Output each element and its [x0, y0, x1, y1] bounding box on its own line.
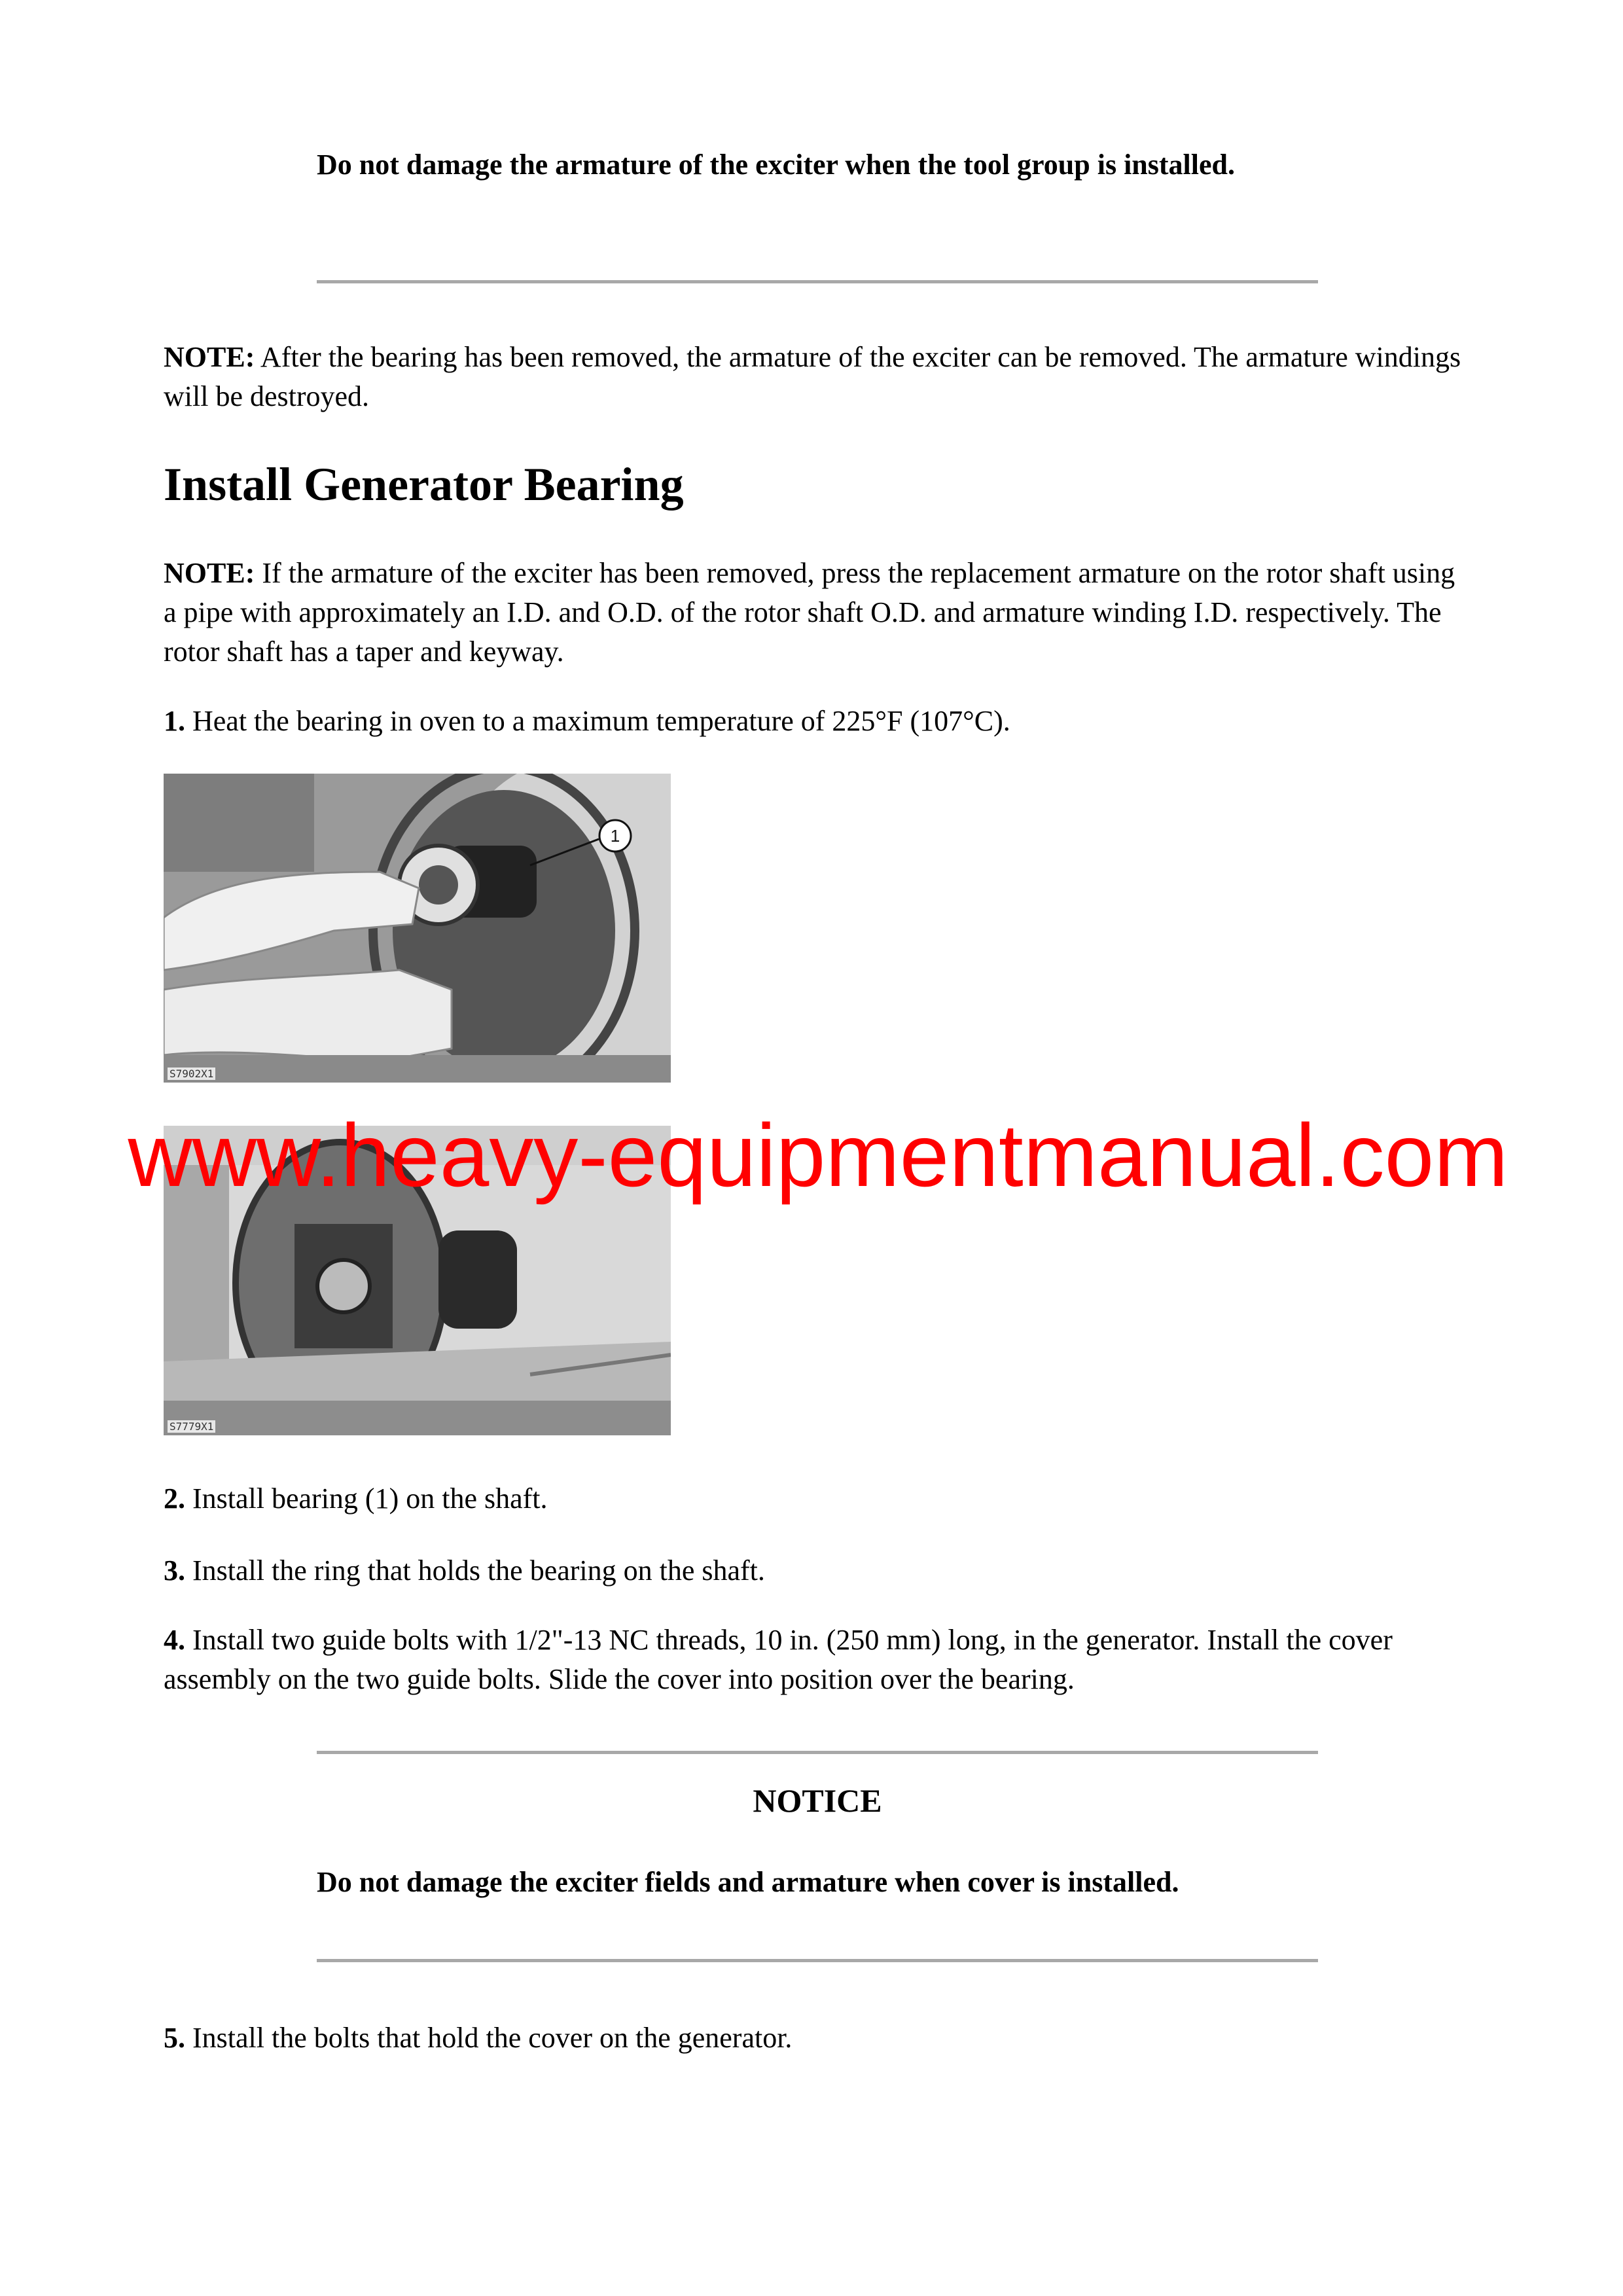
step-number: 2. — [164, 1482, 185, 1515]
step-number: 4. — [164, 1624, 185, 1656]
notice-title: NOTICE — [753, 1782, 882, 1819]
figure-code: S7902X1 — [168, 1067, 215, 1080]
figure-code: S7779X1 — [168, 1420, 215, 1433]
note-text: After the bearing has been removed, the armature of the exciter can be removed. The armature windings will be destroyed. — [164, 341, 1461, 412]
watermark-url: www.heavy-equipmentmanual.com — [128, 1105, 1508, 1205]
notice-divider-top — [317, 1751, 1318, 1754]
step-text: Install two guide bolts with 1/2"-13 NC threads, 10 in. (250 mm) long, in the generator. Install the cover assembly on the two guide bolts. Slide the cover into position over the bearing. — [164, 1624, 1393, 1695]
step-text: Heat the bearing in oven to a maximum temperature of 225°F (107°C). — [185, 705, 1010, 737]
step-1 — [164, 702, 1472, 741]
notice-text: Do not damage the exciter fields and armature when cover is installed. — [317, 1866, 1179, 1898]
step-5 — [164, 2018, 1472, 2058]
note-label: NOTE: — [164, 341, 255, 373]
top-warning-text: Do not damage the armature of the exciter when the tool group is installed. — [317, 149, 1235, 181]
section-heading: Install Generator Bearing — [164, 458, 684, 511]
notice-divider-bottom — [317, 1959, 1318, 1962]
step-number: 1. — [164, 705, 185, 737]
step-text: Install the ring that holds the bearing on the shaft. — [185, 1554, 765, 1587]
note-paragraph-2 — [164, 554, 1472, 672]
step-text: Install the bolts that hold the cover on the generator. — [185, 2022, 793, 2054]
notice-divider-top-end — [317, 280, 1318, 283]
bearing-install-photo — [164, 774, 671, 1083]
step-number: 5. — [164, 2022, 185, 2054]
step-2 — [164, 1479, 1472, 1518]
note-text: If the armature of the exciter has been removed, press the replacement armature on the rotor shaft using a pipe with approximately an I.D. and O.D. of the rotor shaft O.D. and armature winding I.D. respectively. The rotor shaft has a taper and keyway. — [164, 557, 1455, 668]
note-paragraph — [164, 338, 1466, 416]
step-3 — [164, 1551, 1472, 1590]
step-number: 3. — [164, 1554, 185, 1587]
note-label: NOTE: — [164, 557, 255, 589]
callout-1-label: 1 — [610, 826, 620, 846]
step-text: Install bearing (1) on the shaft. — [185, 1482, 548, 1515]
step-4 — [164, 1621, 1472, 1699]
